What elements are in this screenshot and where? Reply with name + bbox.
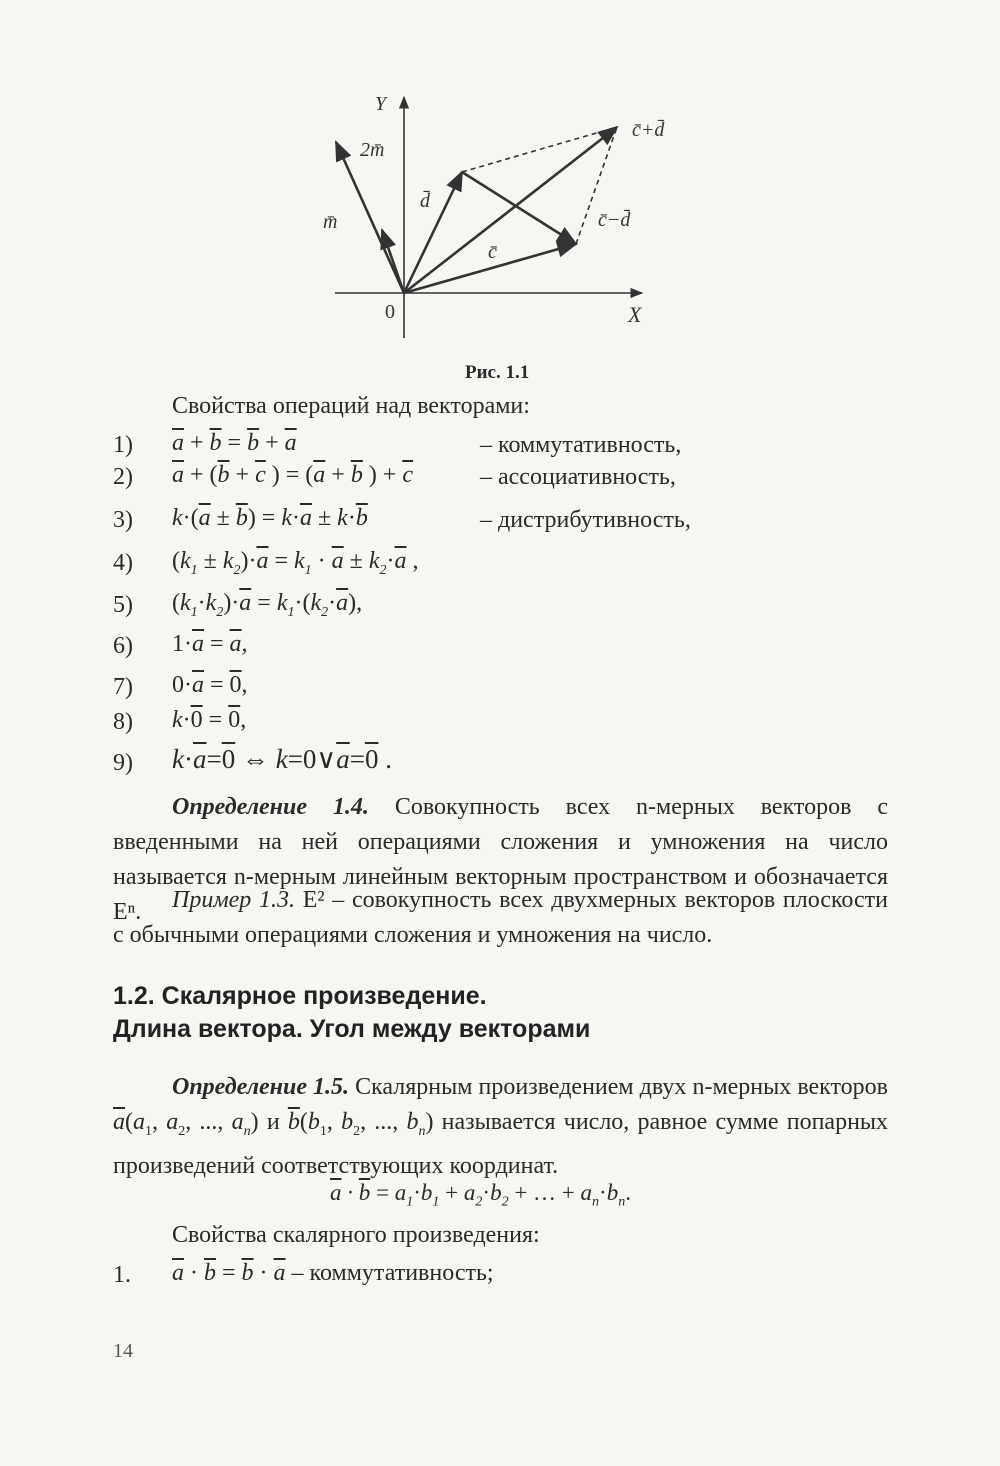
prop-formula: $1\cdot\overline{a} = \overline{a}$,: [172, 631, 248, 657]
definition-text-c: называется число, равное сумме попарных произведений соответствующих координат.: [113, 1109, 889, 1179]
prop-number: 9): [113, 750, 133, 776]
section-heading-line1: 1.2. Скалярное произведение.: [113, 982, 487, 1010]
prop-name: – коммутативность,: [480, 432, 682, 458]
label-m: m̄: [323, 211, 338, 233]
prop-formula: $\overline{a} + \overline{b} = \overline{b} + \overline{a}$: [172, 430, 297, 456]
definition-text-b: и: [266, 1109, 280, 1135]
section-heading: [113, 980, 590, 1046]
axis-y-label: Y: [375, 93, 387, 115]
scalar-properties-intro: Свойства скалярного произведения:: [172, 1222, 540, 1248]
label-c-plus-d: c̄+d̄: [632, 119, 665, 141]
label-c: c̄: [488, 241, 497, 263]
scalar-prop-number: 1.: [113, 1262, 131, 1288]
example-text: E² – совокупность всех двухмерных векторов плоскости с обычными операциями сложения и умножения на число.: [113, 887, 889, 948]
vector-figure: [0, 0, 1000, 360]
prop-number: 3): [113, 507, 133, 533]
definition-lead: Определение 1.4.: [172, 794, 369, 820]
vector-m-arrow: [382, 230, 404, 293]
prop-formula: $0\cdot\overline{a} = 0$,: [172, 672, 248, 698]
scalar-prop-formula: $\overline{a} \cdot \overline{b} = \overline{b} \cdot \overline{a}$ – коммутативность;: [172, 1260, 494, 1286]
label-2m: 2m̄: [360, 139, 385, 161]
section-heading-line2: Длина вектора. Угол между векторами: [113, 1015, 591, 1043]
prop-number: 8): [113, 709, 133, 735]
prop-formula: $k\cdot\overline{a}=0$ ⇔ $k=0\vee\overline{a}=0$ .: [172, 744, 392, 774]
label-c-minus-d: c̄−d̄: [598, 209, 631, 231]
prop-formula: $k\cdot(\overline{a} \pm \overline{b}) = k\cdot\overline{a} \pm k\cdot\overline{b}$: [172, 505, 368, 531]
scalar-product-formula: $\overline{a} \cdot \overline{b} = a_1\cdot b_1 + a_2\cdot b_2$ + … + $a_n\cdot b_n$.: [330, 1180, 631, 1210]
example-1-3: [113, 883, 888, 953]
prop-formula: $\overline{a} + (\overline{b} + \overline{c}$ ) = ($\overline{a} + \overline{b}$ ) + $\overline{c}$: [172, 462, 413, 488]
prop-number: 6): [113, 633, 133, 659]
vector-2m: [336, 142, 404, 293]
definition-lead: Определение 1.5.: [172, 1074, 350, 1100]
figure-caption: Рис. 1.1: [465, 362, 530, 383]
dashed-side-top: [462, 127, 617, 172]
origin-label: 0: [385, 301, 395, 323]
prop-number: 7): [113, 674, 133, 700]
page-number: 14: [113, 1340, 133, 1362]
vector-c-plus-d: [404, 127, 617, 293]
vector-d: [404, 172, 462, 293]
definition-text: Совокупность всех n-мерных векторов с введенными на ней операциями сложения и умножения на число называется n-мерным линейным векторным пространством и обозначается Eⁿ.: [113, 794, 889, 925]
properties-intro: Свойства операций над векторами:: [172, 393, 530, 419]
prop-number: 2): [113, 464, 133, 490]
prop-formula: $(k_1 \pm k_2)\cdot\overline{a} = k_1 \cdot \overline{a} \pm k_2\cdot\overline{a}$ ,: [172, 548, 419, 578]
prop-name: – ассоциативность,: [480, 464, 676, 490]
definition-1-5: Определение 1.5. Скалярным произведением двух n-мерных векторов $\overline{a}(a_1$, $a_2$, ..., $a_n$) и $\overline{b}(b_1$, $b_2$, ..., $b_n$) называется число, равное сумме попарных произведений соответствующих координат.: [113, 1074, 889, 1179]
axis-x-label: X: [628, 302, 642, 327]
example-lead: Пример 1.3.: [172, 887, 295, 913]
definition-text-a: Скалярным произведением двух n-мерных векторов: [355, 1074, 889, 1100]
prop-number: 5): [113, 592, 133, 618]
prop-number: 1): [113, 432, 133, 458]
prop-formula: k·0 = 0,: [172, 707, 247, 733]
scalar-prop-name: – коммутативность;: [291, 1260, 494, 1286]
label-d: d̄: [420, 190, 430, 212]
prop-number: 4): [113, 550, 133, 576]
prop-name: – дистрибутивность,: [480, 507, 691, 533]
prop-formula: $(k_1\cdot k_2)\cdot\overline{a} = k_1\cdot(k_2\cdot\overline{a})$,: [172, 590, 363, 620]
